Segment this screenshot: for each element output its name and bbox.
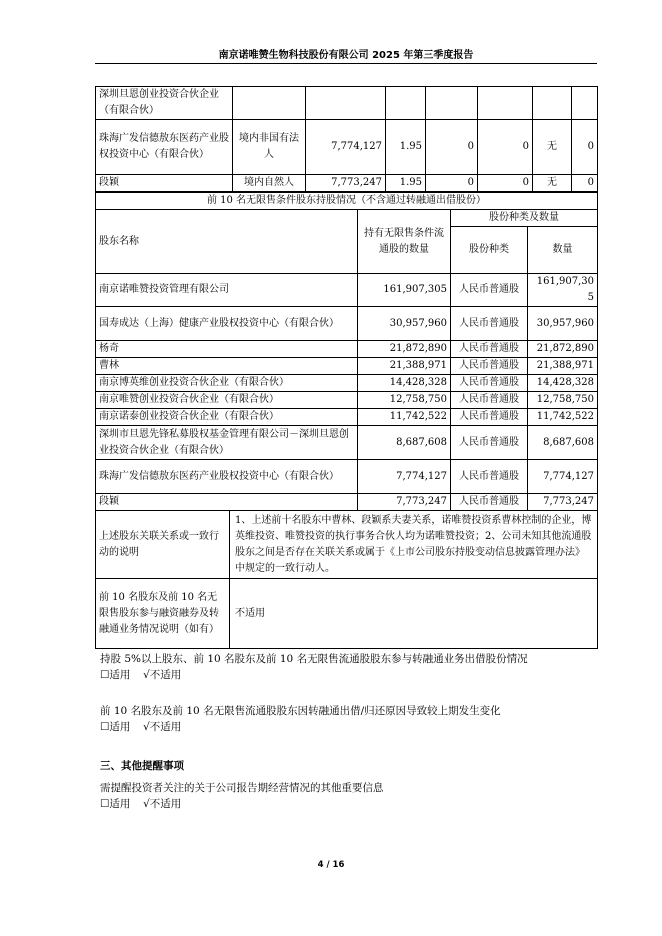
holder-name: 南京博英维创业投资合伙企业（有限合伙）	[96, 375, 358, 392]
holder-pct: 1.95	[386, 120, 426, 175]
col-header-shares: 持有无限售条件流通股的数量	[358, 210, 451, 274]
holder-restricted: 0	[426, 175, 478, 192]
holder-name: 珠海广发信德敖东医药产业股权投资中心（有限合伙）	[96, 120, 233, 175]
note-1-title: 持股 5%以上股东、前 10 名股东及前 10 名无限售流通股股东参与转融通业务出借股份情况	[100, 653, 528, 665]
table-row	[96, 494, 598, 511]
holder-qty: 0	[572, 120, 598, 175]
holder-name: 段颖	[96, 175, 233, 192]
holder-name: 深圳旦恩创业投资合伙企业（有限合伙）	[96, 87, 233, 120]
table-row	[96, 409, 598, 426]
holder-name: 珠海广发信德敖东医药产业股权投资中心（有限合伙）	[96, 460, 358, 494]
holder-name: 国寿成达（上海）健康产业股权投资中心（有限合伙）	[96, 307, 358, 341]
col-header-qty: 数量	[528, 227, 598, 274]
holder-pct: 1.95	[386, 175, 426, 192]
table-row	[96, 426, 598, 460]
holder-shares: 7,774,127	[306, 120, 386, 175]
holder-qty: 7,774,127	[528, 460, 598, 494]
holder-name: 南京诺唯赞投资管理有限公司	[96, 274, 358, 307]
holder-share-type: 人民币普通股	[451, 358, 528, 375]
holder-share-type: 人民币普通股	[451, 494, 528, 511]
page-number: 4 / 16	[317, 860, 345, 870]
holder-status: 无	[533, 120, 572, 175]
holder-qty: 161,907,305	[528, 274, 598, 307]
section-heading: 三、其他提醒事项	[100, 760, 184, 772]
checkbox-applicable: ☐适用	[100, 669, 131, 681]
holder-share-type: 人民币普通股	[451, 409, 528, 426]
holder-qty: 8,687,608	[528, 426, 598, 460]
checkbox-not-applicable: √不适用	[143, 721, 182, 733]
holder-restricted: 0	[426, 120, 478, 175]
top-shareholders-table-continued	[95, 86, 598, 192]
holder-share-type: 人民币普通股	[451, 426, 528, 460]
col-header-type: 股份种类	[451, 227, 528, 274]
margin-trading-label: 前 10 名股东及前 10 名无限售股东参与融资融券及转融通业务情况说明（如有）	[96, 579, 230, 649]
holder-name: 段颖	[96, 494, 358, 511]
holder-shares: 21,872,890	[358, 341, 451, 358]
relation-text: 1、上述前十名股东中曹林、段颖系夫妻关系，诺唯赞投资系曹林控制的企业，博英维投资、唯赞投资的执行事务合伙人均为诺唯赞投资；2、公司未知其他流通股股东之间是否存在关联关系或属于《上市公司股东持股变动信息披露管理办法》中规定的一致行动人。	[230, 511, 598, 579]
holder-shares: 14,428,328	[358, 375, 451, 392]
table-title: 前 10 名无限售条件股东持股情况（不含通过转融通出借股份）	[96, 193, 598, 210]
holder-qty: 11,742,522	[528, 409, 598, 426]
table-header-row	[96, 210, 598, 227]
note-2-title: 前 10 名股东及前 10 名无限售流通股股东因转融通出借/归还原因导致较上期发生变化	[100, 705, 501, 717]
holder-shares: 7,773,247	[306, 175, 386, 192]
table-row	[96, 120, 598, 175]
checkbox-applicable: ☐适用	[100, 721, 131, 733]
holder-qty: 21,388,971	[528, 358, 598, 375]
holder-share-type: 人民币普通股	[451, 341, 528, 358]
table-row	[96, 460, 598, 494]
holder-shares: 21,388,971	[358, 358, 451, 375]
table-row	[96, 175, 598, 192]
section-text: 需提醒投资者关注的关于公司报告期经营情况的其他重要信息	[100, 782, 384, 794]
holder-nature: 境内自然人	[233, 175, 306, 192]
holder-name: 杨奇	[96, 341, 358, 358]
holder-nature: 境内非国有法人	[233, 120, 306, 175]
checkbox-applicable: ☐适用	[100, 798, 131, 810]
unrestricted-holders-table	[95, 192, 598, 649]
holder-shares	[306, 87, 386, 120]
holder-shares: 30,957,960	[358, 307, 451, 341]
table-row	[96, 511, 598, 579]
holder-pledged	[478, 87, 533, 120]
holder-qty: 7,773,247	[528, 494, 598, 511]
table-row	[96, 341, 598, 358]
table-row	[96, 375, 598, 392]
holder-shares: 7,773,247	[358, 494, 451, 511]
table-row	[96, 392, 598, 409]
holder-qty: 30,957,960	[528, 307, 598, 341]
holder-share-type: 人民币普通股	[451, 274, 528, 307]
holder-status	[533, 87, 572, 120]
report-header: 南京诺唯赞生物科技股份有限公司 2025 年第三季度报告	[218, 50, 474, 61]
table-row	[96, 274, 598, 307]
holder-status: 无	[533, 175, 572, 192]
holder-share-type: 人民币普通股	[451, 392, 528, 409]
section-options	[100, 797, 181, 812]
checkbox-not-applicable: √不适用	[143, 798, 182, 810]
holder-share-type: 人民币普通股	[451, 307, 528, 341]
table-row	[96, 87, 598, 120]
holder-shares: 8,687,608	[358, 426, 451, 460]
header-divider	[95, 63, 597, 64]
table-row	[96, 358, 598, 375]
holder-shares: 12,758,750	[358, 392, 451, 409]
holder-name: 南京唯赞创业投资合伙企业（有限合伙）	[96, 392, 358, 409]
table-title-row	[96, 193, 598, 210]
holder-qty: 12,758,750	[528, 392, 598, 409]
holder-pledged: 0	[478, 120, 533, 175]
holder-qty: 14,428,328	[528, 375, 598, 392]
holder-shares: 7,774,127	[358, 460, 451, 494]
col-header-name: 股东名称	[96, 210, 358, 274]
holder-name: 南京诺泰创业投资合伙企业（有限合伙）	[96, 409, 358, 426]
holder-restricted	[426, 87, 478, 120]
holder-name: 深圳市旦恩先锋私募股权基金管理有限公司－深圳旦恩创业投资合伙企业（有限合伙）	[96, 426, 358, 460]
relation-label: 上述股东关联关系或一致行动的说明	[96, 511, 230, 579]
holder-qty: 0	[572, 175, 598, 192]
holder-qty	[572, 87, 598, 120]
holder-share-type: 人民币普通股	[451, 375, 528, 392]
table-row	[96, 579, 598, 649]
holder-shares: 11,742,522	[358, 409, 451, 426]
table-row	[96, 307, 598, 341]
holder-pledged: 0	[478, 175, 533, 192]
note-1-options	[100, 668, 181, 683]
holder-pct	[386, 87, 426, 120]
holder-name: 曹林	[96, 358, 358, 375]
checkbox-not-applicable: √不适用	[143, 669, 182, 681]
holder-shares: 161,907,305	[358, 274, 451, 307]
holder-nature	[233, 87, 306, 120]
margin-trading-text: 不适用	[230, 579, 598, 649]
holder-qty: 21,872,890	[528, 341, 598, 358]
holder-share-type: 人民币普通股	[451, 460, 528, 494]
col-header-type-group: 股份种类及数量	[451, 210, 598, 227]
note-2-options	[100, 720, 181, 735]
